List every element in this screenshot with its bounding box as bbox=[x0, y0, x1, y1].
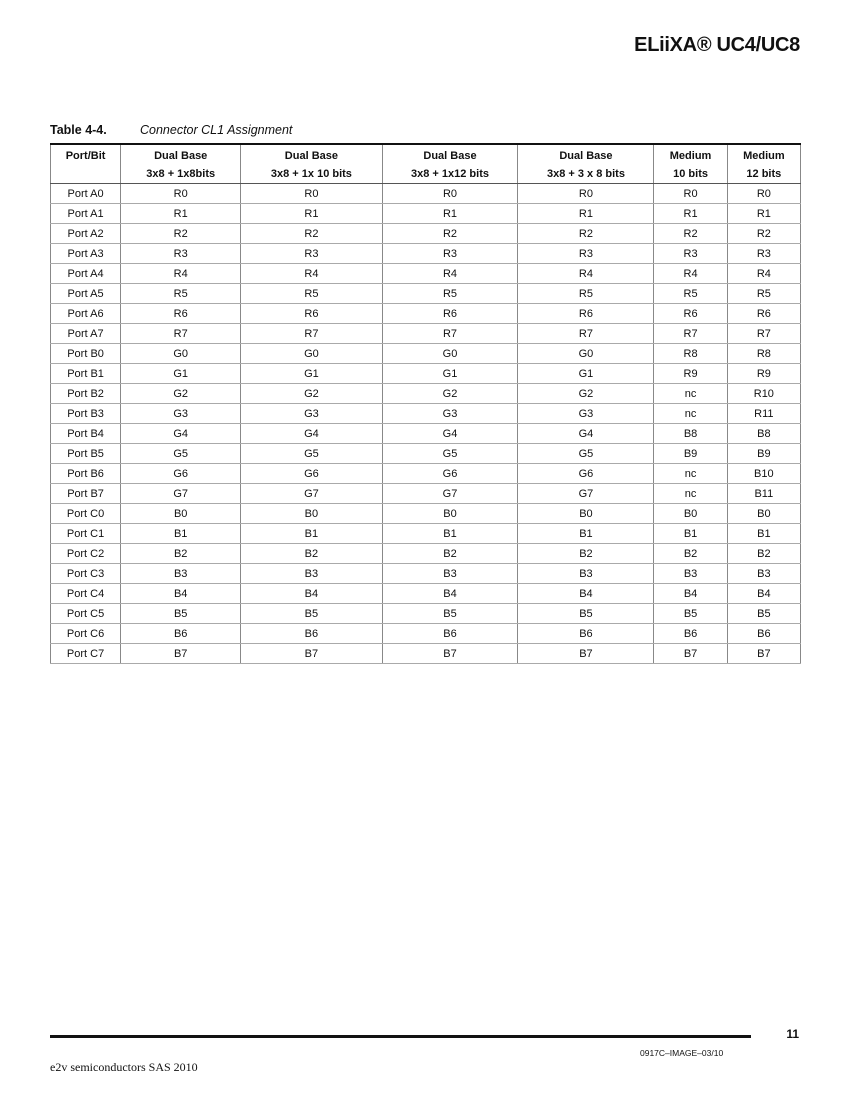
signal-cell: B4 bbox=[654, 584, 727, 604]
connector-assignment-table bbox=[50, 143, 801, 664]
signal-cell: B10 bbox=[727, 464, 800, 484]
signal-cell: B5 bbox=[654, 604, 727, 624]
signal-cell: B0 bbox=[518, 504, 654, 524]
signal-cell: B7 bbox=[518, 644, 654, 664]
table-title: Connector CL1 Assignment bbox=[140, 123, 293, 137]
signal-cell: B3 bbox=[121, 564, 241, 584]
signal-cell: R7 bbox=[518, 324, 654, 344]
port-bit-cell: Port C0 bbox=[51, 504, 121, 524]
signal-cell: B6 bbox=[654, 624, 727, 644]
signal-cell: R1 bbox=[654, 204, 727, 224]
signal-cell: B3 bbox=[727, 564, 800, 584]
signal-cell: R7 bbox=[241, 324, 382, 344]
port-bit-cell: Port B3 bbox=[51, 404, 121, 424]
signal-cell: B2 bbox=[727, 544, 800, 564]
signal-cell: R4 bbox=[382, 264, 518, 284]
signal-cell: B5 bbox=[241, 604, 382, 624]
signal-cell: G7 bbox=[241, 484, 382, 504]
signal-cell: G0 bbox=[241, 344, 382, 364]
signal-cell: B1 bbox=[518, 524, 654, 544]
signal-cell: B8 bbox=[654, 424, 727, 444]
signal-cell: B7 bbox=[121, 644, 241, 664]
signal-cell: B2 bbox=[121, 544, 241, 564]
port-bit-cell: Port C5 bbox=[51, 604, 121, 624]
table-row bbox=[51, 484, 801, 504]
signal-cell: B6 bbox=[518, 624, 654, 644]
signal-cell: B0 bbox=[241, 504, 382, 524]
signal-cell: G2 bbox=[241, 384, 382, 404]
signal-cell: R7 bbox=[654, 324, 727, 344]
column-subheader: 3x8 + 1x8bits bbox=[121, 165, 241, 184]
signal-cell: B5 bbox=[121, 604, 241, 624]
signal-cell: G1 bbox=[121, 364, 241, 384]
port-bit-cell: Port C7 bbox=[51, 644, 121, 664]
signal-cell: R2 bbox=[121, 224, 241, 244]
signal-cell: G1 bbox=[518, 364, 654, 384]
signal-cell: G5 bbox=[382, 444, 518, 464]
signal-cell: B3 bbox=[654, 564, 727, 584]
signal-cell: R5 bbox=[382, 284, 518, 304]
signal-cell: R6 bbox=[727, 304, 800, 324]
table-row bbox=[51, 204, 801, 224]
port-bit-cell: Port A0 bbox=[51, 184, 121, 204]
table-row bbox=[51, 624, 801, 644]
port-bit-cell: Port A7 bbox=[51, 324, 121, 344]
port-bit-cell: Port B4 bbox=[51, 424, 121, 444]
signal-cell: G4 bbox=[121, 424, 241, 444]
signal-cell: nc bbox=[654, 384, 727, 404]
column-header: Port/Bit bbox=[51, 144, 121, 165]
signal-cell: G7 bbox=[382, 484, 518, 504]
signal-cell: B7 bbox=[241, 644, 382, 664]
signal-cell: B7 bbox=[654, 644, 727, 664]
signal-cell: R4 bbox=[727, 264, 800, 284]
signal-cell: B6 bbox=[121, 624, 241, 644]
signal-cell: B6 bbox=[241, 624, 382, 644]
signal-cell: B2 bbox=[241, 544, 382, 564]
signal-cell: B6 bbox=[727, 624, 800, 644]
signal-cell: R8 bbox=[654, 344, 727, 364]
table-row bbox=[51, 524, 801, 544]
signal-cell: R9 bbox=[727, 364, 800, 384]
signal-cell: G7 bbox=[518, 484, 654, 504]
port-bit-cell: Port A2 bbox=[51, 224, 121, 244]
signal-cell: R0 bbox=[518, 184, 654, 204]
signal-cell: B8 bbox=[727, 424, 800, 444]
signal-cell: nc bbox=[654, 464, 727, 484]
table-body bbox=[51, 184, 801, 664]
signal-cell: R3 bbox=[382, 244, 518, 264]
page-number: 11 bbox=[786, 1027, 799, 1041]
signal-cell: R6 bbox=[382, 304, 518, 324]
signal-cell: R7 bbox=[121, 324, 241, 344]
signal-cell: B3 bbox=[382, 564, 518, 584]
port-bit-cell: Port C6 bbox=[51, 624, 121, 644]
table-caption bbox=[50, 123, 292, 137]
column-subheader: 3x8 + 1x 10 bits bbox=[241, 165, 382, 184]
signal-cell: B7 bbox=[727, 644, 800, 664]
table-row bbox=[51, 364, 801, 384]
signal-cell: B7 bbox=[382, 644, 518, 664]
signal-cell: B5 bbox=[518, 604, 654, 624]
signal-cell: B0 bbox=[727, 504, 800, 524]
signal-cell: B2 bbox=[518, 544, 654, 564]
table-row bbox=[51, 604, 801, 624]
column-subheader: 10 bits bbox=[654, 165, 727, 184]
signal-cell: B5 bbox=[382, 604, 518, 624]
signal-cell: R2 bbox=[518, 224, 654, 244]
signal-cell: R10 bbox=[727, 384, 800, 404]
signal-cell: B9 bbox=[727, 444, 800, 464]
signal-cell: B2 bbox=[654, 544, 727, 564]
port-bit-cell: Port B5 bbox=[51, 444, 121, 464]
signal-cell: B2 bbox=[382, 544, 518, 564]
table-row bbox=[51, 444, 801, 464]
port-bit-cell: Port A4 bbox=[51, 264, 121, 284]
signal-cell: G7 bbox=[121, 484, 241, 504]
document-title: ELiiXA® UC4/UC8 bbox=[634, 34, 800, 56]
signal-cell: B9 bbox=[654, 444, 727, 464]
signal-cell: B1 bbox=[382, 524, 518, 544]
signal-cell: R1 bbox=[382, 204, 518, 224]
port-bit-cell: Port A6 bbox=[51, 304, 121, 324]
port-bit-cell: Port B1 bbox=[51, 364, 121, 384]
signal-cell: R3 bbox=[654, 244, 727, 264]
signal-cell: G4 bbox=[241, 424, 382, 444]
column-header: Medium bbox=[727, 144, 800, 165]
signal-cell: G2 bbox=[382, 384, 518, 404]
signal-cell: R6 bbox=[121, 304, 241, 324]
table-row bbox=[51, 584, 801, 604]
signal-cell: B1 bbox=[241, 524, 382, 544]
column-subheader: 3x8 + 1x12 bits bbox=[382, 165, 518, 184]
signal-cell: G3 bbox=[518, 404, 654, 424]
signal-cell: B4 bbox=[518, 584, 654, 604]
signal-cell: B3 bbox=[241, 564, 382, 584]
signal-cell: B0 bbox=[654, 504, 727, 524]
signal-cell: G2 bbox=[121, 384, 241, 404]
signal-cell: R3 bbox=[121, 244, 241, 264]
signal-cell: B6 bbox=[382, 624, 518, 644]
signal-cell: G0 bbox=[121, 344, 241, 364]
signal-cell: R1 bbox=[727, 204, 800, 224]
column-header: Medium bbox=[654, 144, 727, 165]
table-row bbox=[51, 264, 801, 284]
signal-cell: B3 bbox=[518, 564, 654, 584]
signal-cell: G1 bbox=[241, 364, 382, 384]
table-row bbox=[51, 184, 801, 204]
signal-cell: nc bbox=[654, 484, 727, 504]
table-row bbox=[51, 564, 801, 584]
column-subheader: 12 bits bbox=[727, 165, 800, 184]
signal-cell: G3 bbox=[382, 404, 518, 424]
signal-cell: R11 bbox=[727, 404, 800, 424]
signal-cell: R5 bbox=[518, 284, 654, 304]
signal-cell: R5 bbox=[121, 284, 241, 304]
signal-cell: G3 bbox=[121, 404, 241, 424]
table-row bbox=[51, 304, 801, 324]
signal-cell: B4 bbox=[382, 584, 518, 604]
column-subheader bbox=[51, 165, 121, 184]
signal-cell: nc bbox=[654, 404, 727, 424]
signal-cell: R4 bbox=[518, 264, 654, 284]
table-row bbox=[51, 424, 801, 444]
port-bit-cell: Port C1 bbox=[51, 524, 121, 544]
port-bit-cell: Port B2 bbox=[51, 384, 121, 404]
signal-cell: B0 bbox=[121, 504, 241, 524]
table-row bbox=[51, 544, 801, 564]
signal-cell: R1 bbox=[241, 204, 382, 224]
column-subheader: 3x8 + 3 x 8 bits bbox=[518, 165, 654, 184]
signal-cell: G6 bbox=[121, 464, 241, 484]
port-bit-cell: Port C3 bbox=[51, 564, 121, 584]
signal-cell: R6 bbox=[654, 304, 727, 324]
signal-cell: R0 bbox=[121, 184, 241, 204]
signal-cell: G1 bbox=[382, 364, 518, 384]
signal-cell: G5 bbox=[518, 444, 654, 464]
table-row bbox=[51, 384, 801, 404]
port-bit-cell: Port A1 bbox=[51, 204, 121, 224]
signal-cell: B1 bbox=[727, 524, 800, 544]
signal-cell: R0 bbox=[727, 184, 800, 204]
signal-cell: G0 bbox=[518, 344, 654, 364]
table-row bbox=[51, 244, 801, 264]
signal-cell: B1 bbox=[121, 524, 241, 544]
column-header: Dual Base bbox=[518, 144, 654, 165]
signal-cell: B5 bbox=[727, 604, 800, 624]
signal-cell: G5 bbox=[121, 444, 241, 464]
signal-cell: G6 bbox=[382, 464, 518, 484]
signal-cell: R3 bbox=[241, 244, 382, 264]
signal-cell: R3 bbox=[727, 244, 800, 264]
signal-cell: B1 bbox=[654, 524, 727, 544]
header-row-1 bbox=[51, 144, 801, 165]
table-row bbox=[51, 644, 801, 664]
column-header: Dual Base bbox=[382, 144, 518, 165]
table-row bbox=[51, 224, 801, 244]
signal-cell: B4 bbox=[727, 584, 800, 604]
port-bit-cell: Port A3 bbox=[51, 244, 121, 264]
signal-cell: R6 bbox=[518, 304, 654, 324]
signal-cell: R2 bbox=[654, 224, 727, 244]
signal-cell: R1 bbox=[121, 204, 241, 224]
signal-cell: G4 bbox=[518, 424, 654, 444]
port-bit-cell: Port B6 bbox=[51, 464, 121, 484]
signal-cell: G5 bbox=[241, 444, 382, 464]
column-header: Dual Base bbox=[121, 144, 241, 165]
signal-cell: R2 bbox=[382, 224, 518, 244]
signal-cell: R1 bbox=[518, 204, 654, 224]
table-row bbox=[51, 504, 801, 524]
signal-cell: R6 bbox=[241, 304, 382, 324]
signal-cell: R0 bbox=[654, 184, 727, 204]
port-bit-cell: Port C2 bbox=[51, 544, 121, 564]
signal-cell: G6 bbox=[518, 464, 654, 484]
signal-cell: R2 bbox=[727, 224, 800, 244]
footer-rule bbox=[50, 1035, 751, 1038]
header-row-2 bbox=[51, 165, 801, 184]
signal-cell: R7 bbox=[382, 324, 518, 344]
signal-cell: R3 bbox=[518, 244, 654, 264]
signal-cell: G4 bbox=[382, 424, 518, 444]
signal-cell: B4 bbox=[241, 584, 382, 604]
signal-cell: R5 bbox=[727, 284, 800, 304]
signal-cell: R8 bbox=[727, 344, 800, 364]
signal-cell: G2 bbox=[518, 384, 654, 404]
signal-cell: B11 bbox=[727, 484, 800, 504]
signal-cell: R5 bbox=[654, 284, 727, 304]
table-row bbox=[51, 284, 801, 304]
port-bit-cell: Port A5 bbox=[51, 284, 121, 304]
table-number: Table 4-4. bbox=[50, 123, 107, 137]
signal-cell: R0 bbox=[241, 184, 382, 204]
signal-cell: G6 bbox=[241, 464, 382, 484]
table-row bbox=[51, 324, 801, 344]
port-bit-cell: Port B0 bbox=[51, 344, 121, 364]
table-row bbox=[51, 464, 801, 484]
port-bit-cell: Port B7 bbox=[51, 484, 121, 504]
signal-cell: G3 bbox=[241, 404, 382, 424]
signal-cell: R4 bbox=[654, 264, 727, 284]
signal-cell: B0 bbox=[382, 504, 518, 524]
document-code: 0917C–IMAGE–03/10 bbox=[640, 1048, 724, 1058]
signal-cell: R2 bbox=[241, 224, 382, 244]
signal-cell: R4 bbox=[241, 264, 382, 284]
signal-cell: B4 bbox=[121, 584, 241, 604]
port-bit-cell: Port C4 bbox=[51, 584, 121, 604]
signal-cell: R4 bbox=[121, 264, 241, 284]
column-header: Dual Base bbox=[241, 144, 382, 165]
signal-cell: R0 bbox=[382, 184, 518, 204]
copyright: e2v semiconductors SAS 2010 bbox=[50, 1060, 198, 1074]
table-row bbox=[51, 404, 801, 424]
signal-cell: G0 bbox=[382, 344, 518, 364]
table-row bbox=[51, 344, 801, 364]
signal-cell: R7 bbox=[727, 324, 800, 344]
signal-cell: R9 bbox=[654, 364, 727, 384]
signal-cell: R5 bbox=[241, 284, 382, 304]
